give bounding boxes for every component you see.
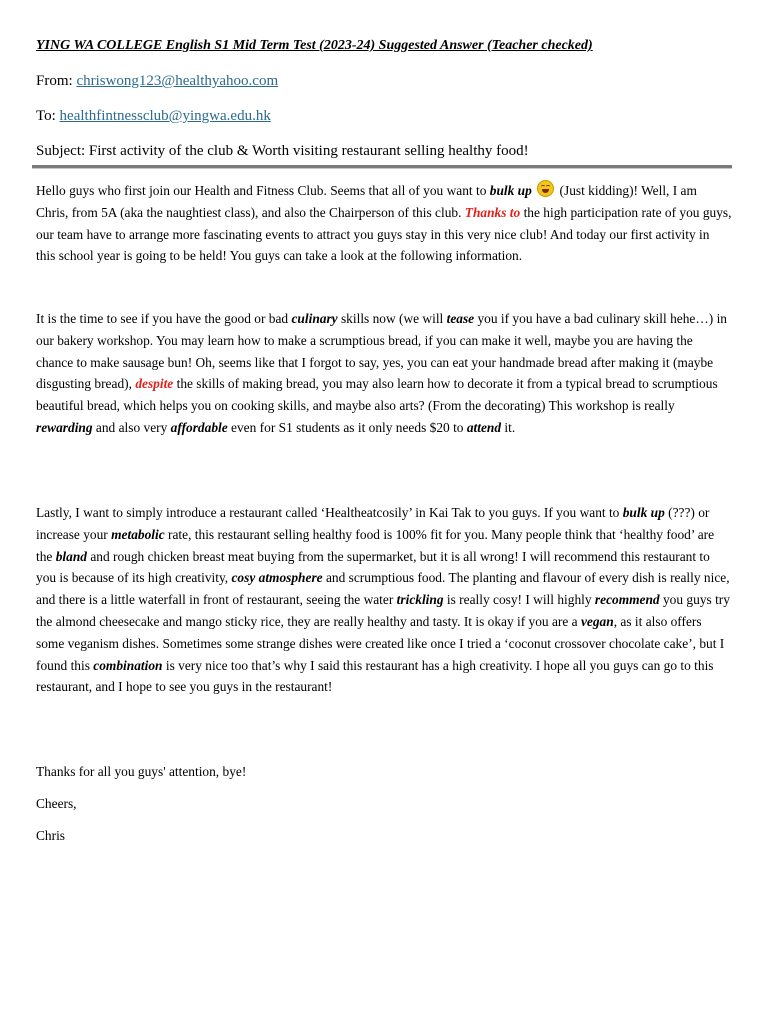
closing-thanks: Thanks for all you guys' attention, bye! bbox=[36, 764, 247, 779]
text-run: rate, this restaurant selling healthy food is 100% fit for you. Many people think that ‘healthy food’ are the bbox=[36, 526, 715, 564]
text-run: and scrumptious food. The planting and flavour of every dish is really nice, and there is a little waterfall in front of restaurant, seeing the water bbox=[36, 570, 730, 608]
closing-cheers: Cheers, bbox=[36, 796, 77, 811]
text-run: it. bbox=[501, 419, 516, 435]
text-run: skills now (we will bbox=[337, 311, 447, 326]
grinning-face-emoji-icon bbox=[537, 180, 554, 197]
from-email-link[interactable]: chriswong123@healthyahoo.com bbox=[76, 73, 279, 89]
keyword-metabolic: metabolic bbox=[111, 526, 165, 542]
keyword-bland: bland bbox=[55, 548, 87, 564]
text-run: you if you have a bad culinary skill hehe…) in our bakery workshop. You may learn how to make a scrumptious bread, if you can make it well, maybe you are having the chance to make sausage bun! Oh, seems like that I forgot to say, yes, you can eat your handmade bread after making it (maybe disgusting bread), bbox=[36, 311, 727, 392]
paragraph-restaurant bbox=[36, 502, 732, 698]
keyword-vegan: vegan bbox=[580, 613, 614, 629]
keyword-bulk-up: bulk up bbox=[622, 505, 665, 520]
keyword-recommend: recommend bbox=[594, 592, 660, 608]
keyword-cosy-atmosphere: cosy atmosphere bbox=[231, 570, 323, 586]
keyword-trickling: trickling bbox=[396, 592, 444, 608]
keyword-rewarding: rewarding bbox=[36, 419, 93, 435]
text-run: and rough chicken breast meat buying from the supermarket, but it is all wrong! I will recommend this restaurant to you is because of its high creativity, bbox=[36, 548, 710, 586]
text-run: and also very bbox=[92, 419, 171, 435]
from-line bbox=[36, 73, 278, 90]
text-run: (???) or increase your bbox=[36, 505, 710, 542]
text-run: Hello guys who first join our Health and Fitness Club. Seems that all of you want to bbox=[36, 183, 490, 198]
text-run: the skills of making bread, you may also learn how to decorate it from a typical bread to scrumptious beautiful bread, which helps you on cooking skills, and maybe also arts? (From the decorating) This workshop is really bbox=[36, 376, 718, 414]
signature-name: Chris bbox=[36, 828, 66, 843]
text-run: you guys try the almond cheesecake and mango sticky rice, they are really healthy and tasty. It is okay if you are a bbox=[36, 592, 730, 629]
subject-text: First activity of the club & Worth visiting restaurant selling healthy food! bbox=[88, 143, 529, 159]
subject-label: Subject: bbox=[36, 143, 89, 159]
subject-line bbox=[36, 143, 529, 160]
text-run: even for S1 students as it only needs $20 to bbox=[227, 419, 467, 435]
header-divider bbox=[32, 165, 732, 169]
text-run: is very nice too that’s why I said this restaurant has a high creativity. I hope all you guys can go to this restaurant, and I hope to see you guys in the restaurant! bbox=[36, 657, 714, 695]
paragraph-intro bbox=[36, 180, 732, 267]
text-run: is really cosy! I will highly bbox=[443, 592, 595, 608]
text-run: (Just kidding)! Well, I am Chris, from 5A (aka the naughtiest class), and also the Chairperson of this club. bbox=[36, 183, 697, 220]
to-label: To: bbox=[36, 108, 60, 124]
keyword-affordable: affordable bbox=[170, 419, 228, 435]
to-email-link[interactable]: healthfintnessclub@yingwa.edu.hk bbox=[59, 108, 271, 124]
keyword-bulk-up: bulk up bbox=[489, 183, 532, 198]
text-run: the high participation rate of you guys, our team have to arrange more fascinating events to attract you guys stay in this very nice club! And today our first activity in this school year is going to be held! You guys can take a look at the following information. bbox=[36, 204, 732, 264]
keyword-despite: despite bbox=[135, 376, 174, 392]
keyword-tease: tease bbox=[446, 311, 475, 326]
to-line bbox=[36, 108, 271, 125]
paragraph-bakery-workshop bbox=[36, 308, 732, 439]
text-run: , as it also offers some veganism dishes. Sometimes some strange dishes were created like once I tried a ‘coconut crossover chocolate cake’, but I found this bbox=[36, 613, 725, 673]
keyword-culinary: culinary bbox=[291, 311, 338, 326]
text-run: It is the time to see if you have the good or bad bbox=[36, 311, 292, 326]
keyword-attend: attend bbox=[466, 419, 502, 435]
from-label: From: bbox=[36, 73, 77, 89]
keyword-combination: combination bbox=[93, 657, 163, 673]
document-title: YING WA COLLEGE English S1 Mid Term Test (2023-24) Suggested Answer (Teacher checked) bbox=[36, 38, 593, 53]
keyword-thanks-to: Thanks to bbox=[464, 204, 521, 220]
text-run: Lastly, I want to simply introduce a restaurant called ‘Healtheatcosily’ in Kai Tak to you guys. If you want to bbox=[36, 505, 623, 520]
